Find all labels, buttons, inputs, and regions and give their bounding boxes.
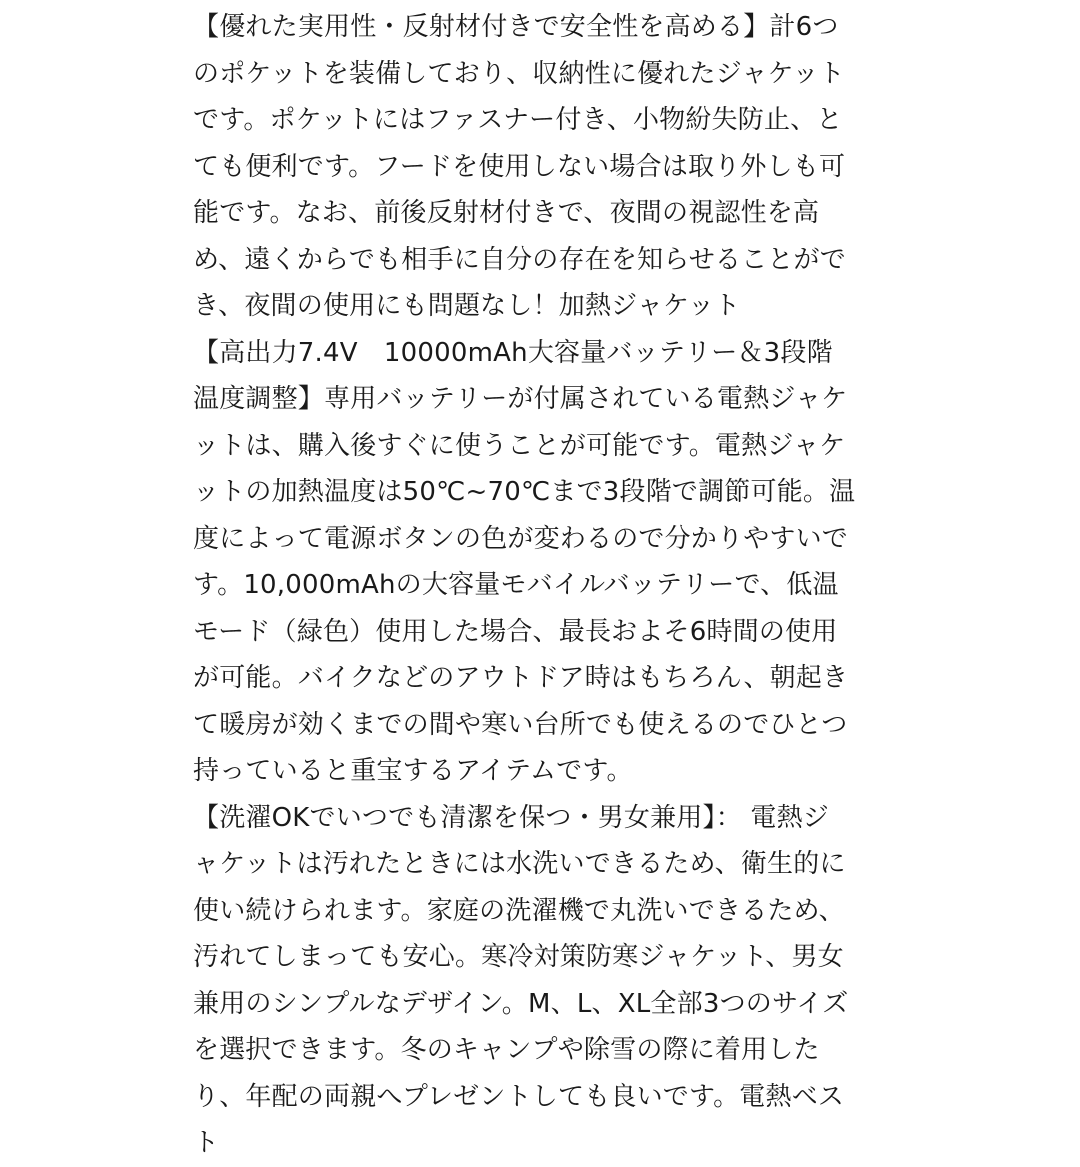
text-line: ト <box>193 1128 220 1158</box>
text-line: ットは、購入後すぐに使うことが可能です。電熱ジャケ <box>193 430 846 461</box>
text-line: 度によって電源ボタンの色が変わるので分かりやすいで <box>193 523 849 554</box>
text-line: ットの加熱温度は50℃~70℃まで3段階で調節可能。温 <box>193 477 856 507</box>
text-line: 使い続けられます。家庭の洗濯機で丸洗いできるため、 <box>193 895 845 926</box>
text-line: モード（緑色）使用した場合、最長およそ6時間の使用 <box>193 616 838 647</box>
text-line: り、年配の両親へプレゼントしても良いです。電熱ベス <box>193 1081 845 1112</box>
text-line: です。ポケットにはファスナー付き、小物紛失防止、と <box>193 105 843 135</box>
text-line: 能です。なお、前後反射材付きで、夜間の視認性を高 <box>193 198 820 228</box>
text-line: 【優れた実用性・反射材付きで安全性を高める】計6つ <box>193 12 839 42</box>
text-line: 【洗濯OKでいつでも清潔を保つ・男女兼用】： 電熱ジ <box>193 802 829 833</box>
text-line: 汚れてしまっても安心。寒冷対策防寒ジャケット、男女 <box>193 942 844 972</box>
text-line: ても便利です。フードを使用しない場合は取り外しも可 <box>193 151 846 182</box>
text-line: め、遠くからでも相手に自分の存在を知らせることがで <box>193 244 846 275</box>
text-line: す。10,000mAhの大容量モバイルバッテリーで、低温 <box>193 570 839 600</box>
text-line: が可能。バイクなどのアウトドア時はもちろん、朝起き <box>193 663 849 693</box>
text-line: 持っていると重宝するアイテムです。 <box>193 756 633 786</box>
text-line: 兼用のシンプルなデザイン。M、L、XL全部3つのサイズ <box>193 988 849 1019</box>
text-line: て暖房が効くまでの間や寒い台所でも使えるのでひとつ <box>193 709 848 740</box>
text-line: のポケットを装備しており、収納性に優れたジャケット <box>193 58 845 89</box>
text-line: を選択できます。冬のキャンプや除雪の際に着用した <box>193 1035 820 1065</box>
text-line: き、夜間の使用にも問題なし！加熱ジャケット <box>193 291 741 321</box>
description-text-block <box>193 4 893 1167</box>
text-line: 温度調整】専用バッテリーが付属されている電熱ジャケ <box>193 384 848 414</box>
text-line: 【高出力7.4V 10000mAh大容量バッテリー＆3段階 <box>193 337 833 368</box>
text-line: ャケットは汚れたときには水洗いできるため、衛生的に <box>193 849 846 879</box>
